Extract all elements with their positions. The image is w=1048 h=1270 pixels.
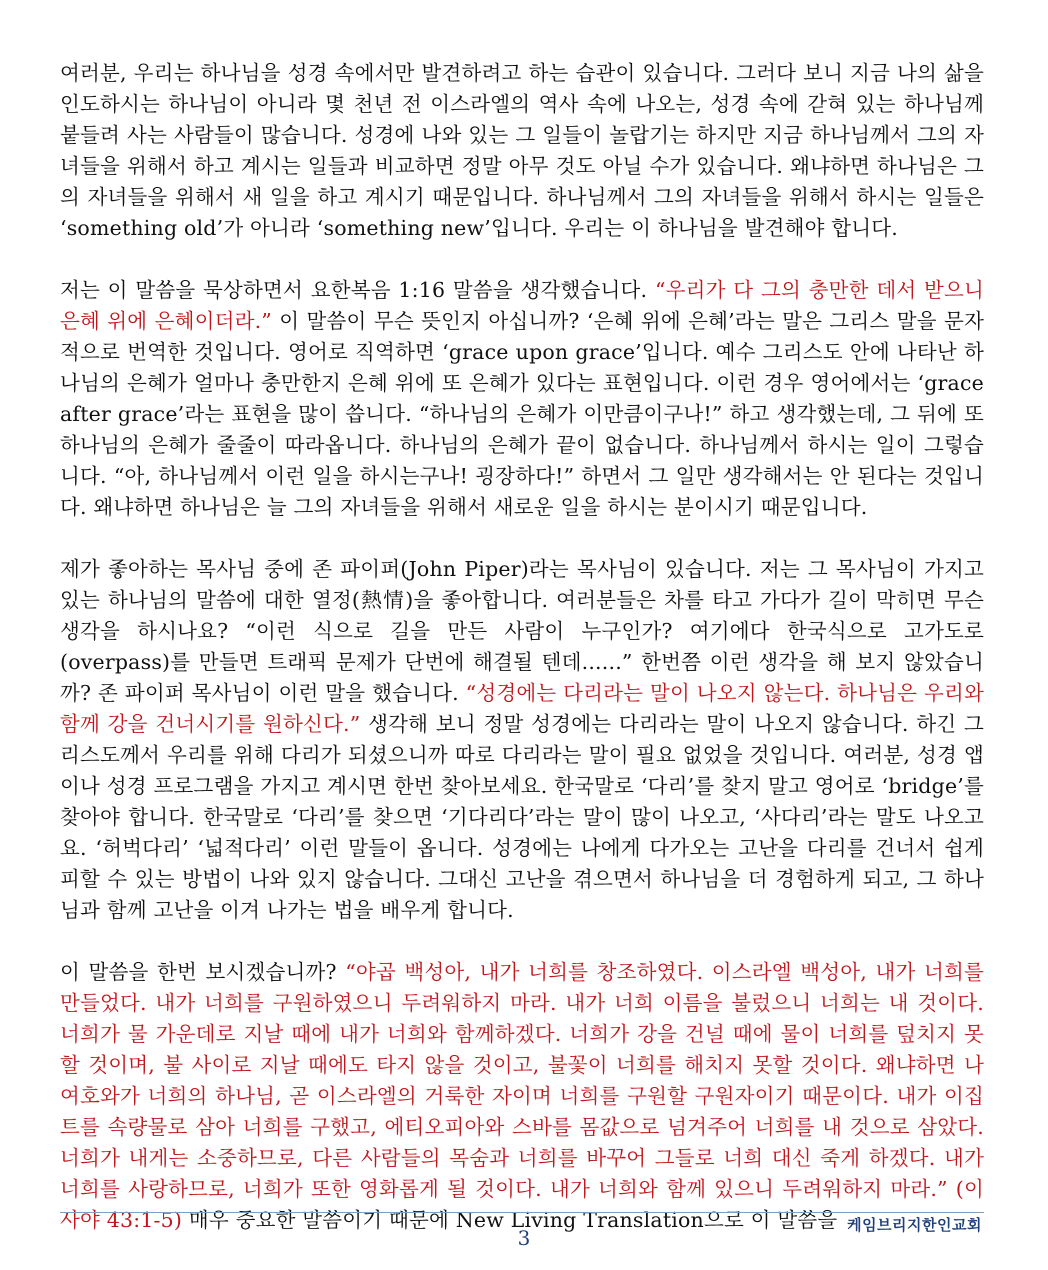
paragraph-2 (60, 275, 984, 523)
paragraph-1 (60, 58, 984, 244)
page-number: 3 (517, 1226, 531, 1250)
paragraph-2-lead: 저는 이 말씀을 묵상하면서 요한복음 1:16 말씀을 생각했습니다. (60, 278, 655, 302)
paragraph-3 (60, 554, 984, 926)
paragraph-3-lead: 제가 좋아하는 목사님 중에 존 파이퍼(John Piper)라는 목사님이 있습니다. 저는 그 목사님이 가지고 있는 하나님의 말씀에 대한 열정(熱情)을 좋아합니다. 여러분들은 차를 타고 가다가 길이 막히면 무슨 생각을 하시나요? “이런 식으로 길을 만든 사람이 누구인가? 여기에다 한국식으로 고가도로(overpass)를 만들면 트래픽 문제가 단번에 해결될 텐데......” 한번쯤 이런 생각을 해 보지 않았습니까? 존 파이퍼 목사님이 이런 말을 했습니다. (60, 557, 984, 705)
paragraph-2-rest: 이 말씀이 무슨 뜻인지 아십니까? ‘은혜 위에 은혜’라는 말은 그리스 말을 문자적으로 번역한 것입니다. 영어로 직역하면 ‘grace upon grace’입니다. 예수 그리스도 안에 나타난 하나님의 은혜가 얼마나 충만한지 은혜 위에 또 은혜가 있다는 표현입니다. 이런 경우 영어에서는 ‘grace after grace’라는 표현을 많이 씁니다. “하나님의 은혜가 이만큼이구나!” 하고 생각했는데, 그 뒤에 또 하나님의 은혜가 줄줄이 따라옵니다. 하나님의 은혜가 끝이 없습니다. 하나님께서 하시는 일이 그렇습니다. “아, 하나님께서 이런 일을 하시는구나! 굉장하다!” 하면서 그 일만 생각해서는 안 된다는 것입니다. 왜냐하면 하나님은 늘 그의 자녀들을 위해서 새로운 일을 하시는 분이시기 때문입니다. (60, 309, 985, 519)
paragraph-3-rest: 생각해 보니 정말 성경에는 다리라는 말이 나오지 않습니다. 하긴 그리스도께서 우리를 위해 다리가 되셨으니까 따로 다리라는 말이 필요 없었을 것입니다. 여러분, 성경 앱이나 성경 프로그램을 가지고 계시면 한번 찾아보세요. 한국말로 ‘다리’를 찾지 말고 영어로 ‘bridge’를 찾아야 합니다. 한국말로 ‘다리’를 찾으면 ‘기다리다’라는 말이 많이 나오고, ‘사다리’라는 말도 나오고요. ‘허벅다리’ ‘넓적다리’ 이런 말들이 옵니다. 성경에는 나에게 다가오는 고난을 다리를 건너서 쉽게 피할 수 있는 방법이 나와 있지 않습니다. 그대신 고난을 겪으면서 하나님을 더 경험하게 되고, 그 하나님과 함께 고난을 이겨 나가는 법을 배우게 합니다. (60, 712, 984, 922)
piper-quote: “성경에는 다리라는 말이 나오지 않는다. 하나님은 우리와 함께 강을 건너시기를 원하신다.” (60, 681, 984, 736)
scripture-quote-john: “우리가 다 그의 충만한 데서 받으니 은혜 위에 은혜이더라.” (60, 278, 984, 333)
paragraph-1-text: 여러분, 우리는 하나님을 성경 속에서만 발견하려고 하는 습관이 있습니다. 그러다 보니 지금 나의 삶을 인도하시는 하나님이 아니라 몇 천년 전 이스라엘의 역사 속에 나오는, 성경 속에 갇혀 있는 하나님께 붙들려 사는 사람들이 많습니다. 성경에 나와 있는 그 일들이 놀랍기는 하지만 지금 하나님께서 그의 자녀들을 위해서 하고 계시는 일들과 비교하면 정말 아무 것도 아닐 수가 있습니다. 왜냐하면 하나님은 그의 자녀들을 위해서 새 일을 하고 계시기 때문입니다. 하나님께서 그의 자녀들을 위해서 하시는 일들은 ‘something old’가 아니라 ‘something new’입니다. 우리는 이 하나님을 발견해야 합니다. (60, 61, 984, 240)
paragraph-4-rest: 매우 중요한 말씀이기 때문에 New Living Translation으로 이 말씀을 (182, 1208, 838, 1232)
sermon-page-body (60, 58, 984, 1236)
paragraph-4 (60, 957, 984, 1236)
footer-divider (60, 1212, 984, 1213)
paragraph-4-lead: 이 말씀을 한번 보시겠습니까? (60, 960, 346, 984)
church-name: 케임브리지한인교회 (847, 1216, 982, 1234)
scripture-quote-isaiah: “야곱 백성아, 내가 너희를 창조하였다. 이스라엘 백성아, 내가 너희를 만들었다. 내가 너희를 구원하였으니 두려워하지 마라. 내가 너희 이름을 불렀으니 너희는 내 것이다. 너희가 물 가운데로 지날 때에 내가 너희와 함께하겠다. 너희가 강을 건널 때에 물이 너희를 덮치지 못할 것이며, 불 사이로 지날 때에도 타지 않을 것이고, 불꽃이 너희를 해치지 못할 것이다. 왜냐하면 나 여호와가 너희의 하나님, 곧 이스라엘의 거룩한 자이며 너희를 구원할 구원자이기 때문이다. 내가 이집트를 속량물로 삼아 너희를 구했고, 에티오피아와 스바를 몸값으로 넘겨주어 너희를 내 것으로 삼았다. 너희가 내게는 소중하므로, 다른 사람들의 목숨과 너희를 바꾸어 그들로 너희 대신 죽게 하겠다. 내가 너희를 사랑하므로, 너희가 또한 영화롭게 될 것이다. 내가 너희와 함께 있으니 두려워하지 마라.” (이사야 43:1-5) (60, 960, 985, 1232)
